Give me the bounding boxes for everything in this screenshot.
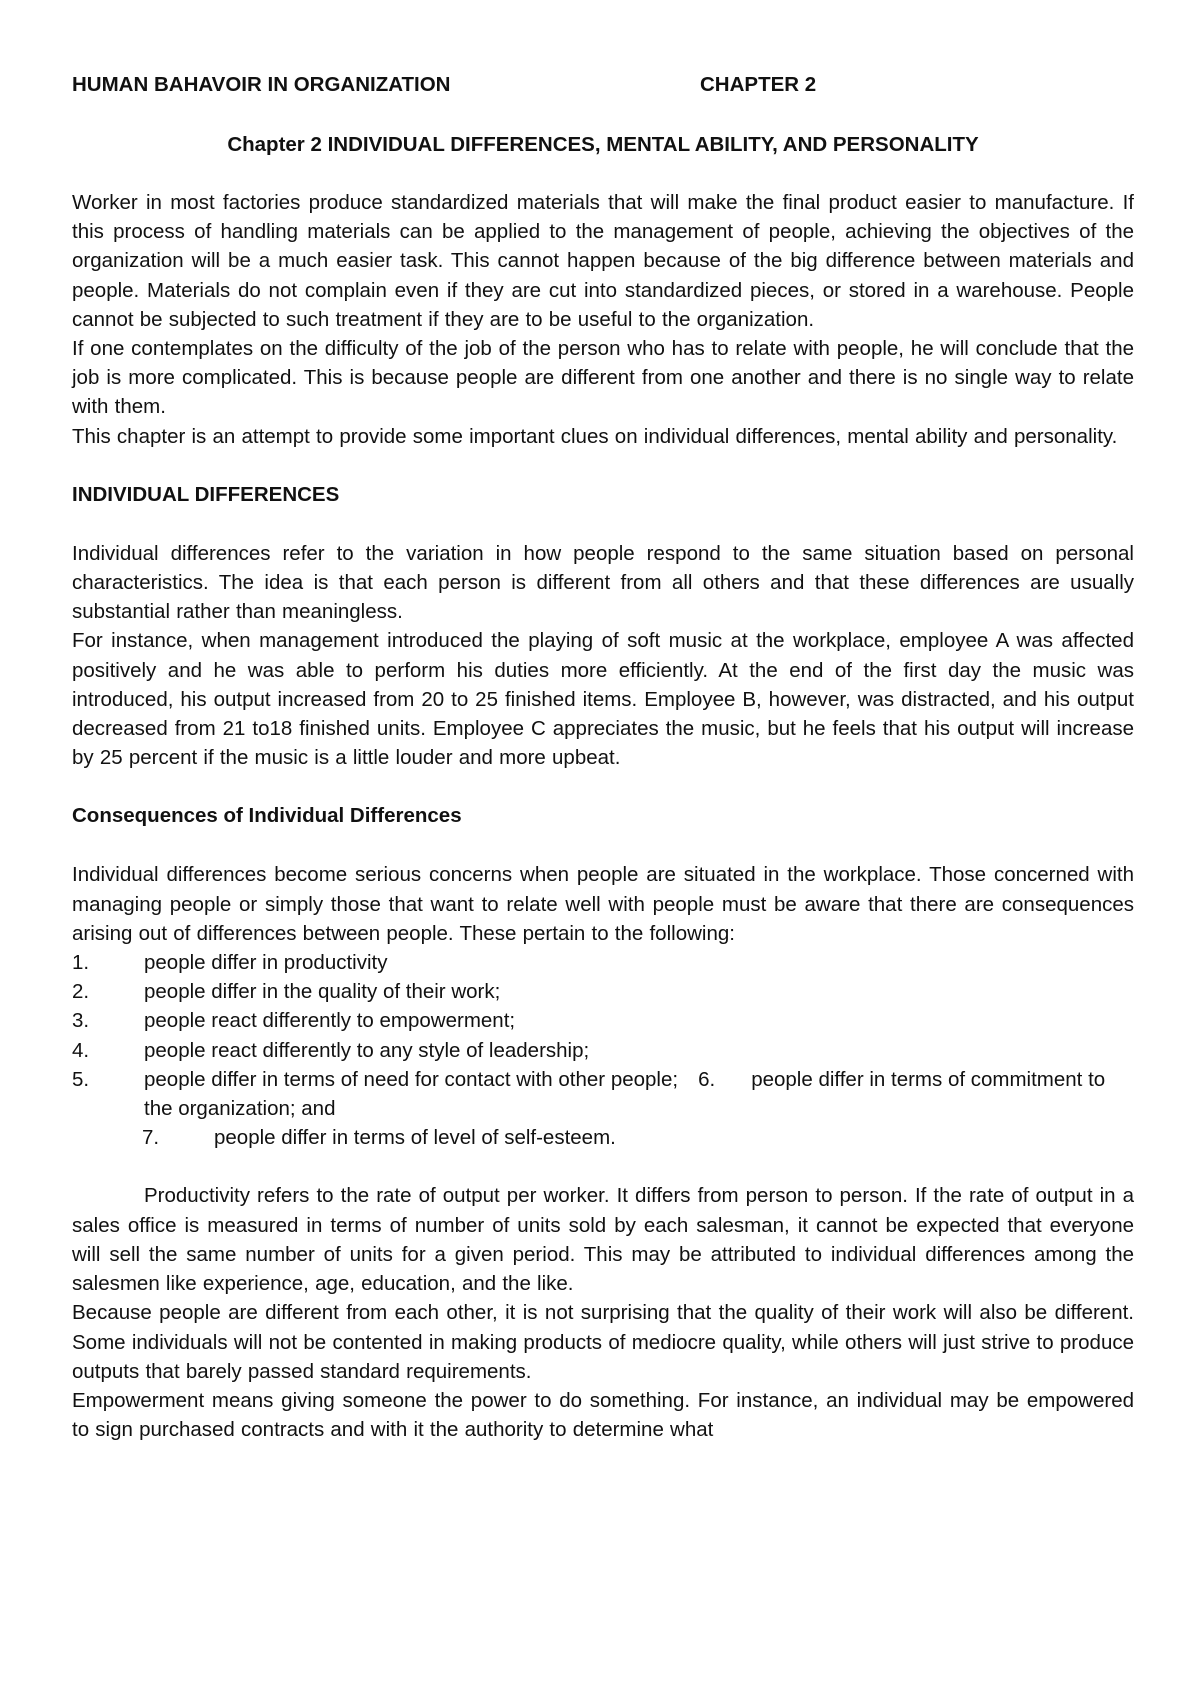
list-item — [72, 1065, 1134, 1123]
list-item-text: people differ in terms of commitment to the organization; and — [144, 1067, 1106, 1121]
list-item-number: 2. — [72, 980, 90, 1004]
course-title: HUMAN BAHAVOIR IN ORGANIZATION — [72, 73, 451, 96]
list-item-text: people differ in productivity — [144, 951, 388, 975]
list-item-number: 3. — [72, 1009, 90, 1033]
empowerment-paragraph: Empowerment means giving someone the power to do something. For instance, an individual may be empowered to sign purchased contracts and with it the authority to determine what — [72, 1388, 1134, 1442]
quality-paragraph: Because people are different from each other, it is not surprising that the quality of their work will also be different. Some individuals will not be contented in making products of mediocre quality, while others will just strive to produce outputs that barely passed standard requirements. — [72, 1301, 1134, 1383]
list-item — [72, 1036, 1134, 1065]
consequences-intro-paragraph: Individual differences become serious concerns when people are situated in the workplace. Those concerned with managing people or simply those that want to relate well with people must be aware that there are consequences arising out of differences between people. These pertain to the following: — [72, 863, 1134, 945]
paragraph-gap — [72, 1152, 1134, 1181]
list-item-text: people react differently to empowerment; — [144, 1009, 516, 1033]
productivity-paragraph: Productivity refers to the rate of output per worker. It differs from person to person. If the rate of output in a sales office is measured in terms of number of units sold by each salesman, it cannot be expected that everyone will sell the same number of units for a given period. This may be attributed to individual differences among the salesmen like experience, age, education, and the like. — [72, 1184, 1134, 1296]
list-item-text: people differ in terms of need for contact with other people; — [144, 1067, 679, 1091]
chapter-label: CHAPTER 2 — [700, 73, 817, 96]
intro-paragraph-2: If one contemplates on the difficulty of the job of the person who has to relate with people, he will conclude that the job is more complicated. This is because people are different from one another and there is no single way to relate with them. — [72, 337, 1134, 419]
list-item-number: 7. — [142, 1126, 160, 1150]
list-item — [72, 977, 1134, 1006]
list-item — [72, 948, 1134, 977]
list-item-text: people react differently to any style of leadership; — [144, 1038, 590, 1062]
section-heading-consequences: Consequences of Individual Differences — [72, 804, 462, 828]
list-item-number: 6. — [698, 1067, 716, 1091]
list-item-text: people differ in terms of level of self-esteem. — [214, 1126, 616, 1150]
individual-differences-paragraph-2: For instance, when management introduced the playing of soft music at the workplace, employee A was affected positively and he was able to perform his duties more efficiently. At the end of the first day the music was introduced, his output increased from 20 to 25 finished items. Employee B, however, was distracted, and his output decreased from 21 to18 finished units. Employee C appreciates the music, but he feels that his output will increase by 25 percent if the music is a little louder and more upbeat. — [72, 629, 1134, 770]
list-item-number: 5. — [72, 1067, 90, 1091]
intro-paragraph-1: Worker in most factories produce standardized materials that will make the final product easier to manufacture. If this process of handling materials can be applied to the management of people, achieving the objectives of the organization will be a much easier task. This cannot happen because of the big difference between materials and people. Materials do not complain even if they are cut into standardized pieces, or stored in a warehouse. People cannot be subjected to such treatment if they are to be useful to the organization. — [72, 191, 1134, 331]
list-item-number: 1. — [72, 951, 90, 975]
running-header — [72, 70, 1134, 100]
individual-differences-paragraph-1: Individual differences refer to the variation in how people respond to the same situation based on personal characteristics. The idea is that each person is different from all others and that these differences are usually substantial rather than meaningless. — [72, 541, 1134, 624]
chapter-title: Chapter 2 INDIVIDUAL DIFFERENCES, MENTAL ABILITY, AND PERSONALITY — [227, 133, 979, 156]
list-item-text: people differ in the quality of their work; — [144, 980, 501, 1004]
list-item-number: 4. — [72, 1038, 90, 1062]
section-heading-individual-differences: INDIVIDUAL DIFFERENCES — [72, 482, 340, 506]
list-item — [72, 1006, 1134, 1035]
list-item — [72, 1123, 1134, 1152]
intro-paragraph-3: This chapter is an attempt to provide some important clues on individual differences, mental ability and personality. — [72, 424, 1118, 448]
consequences-list — [72, 948, 1134, 1152]
